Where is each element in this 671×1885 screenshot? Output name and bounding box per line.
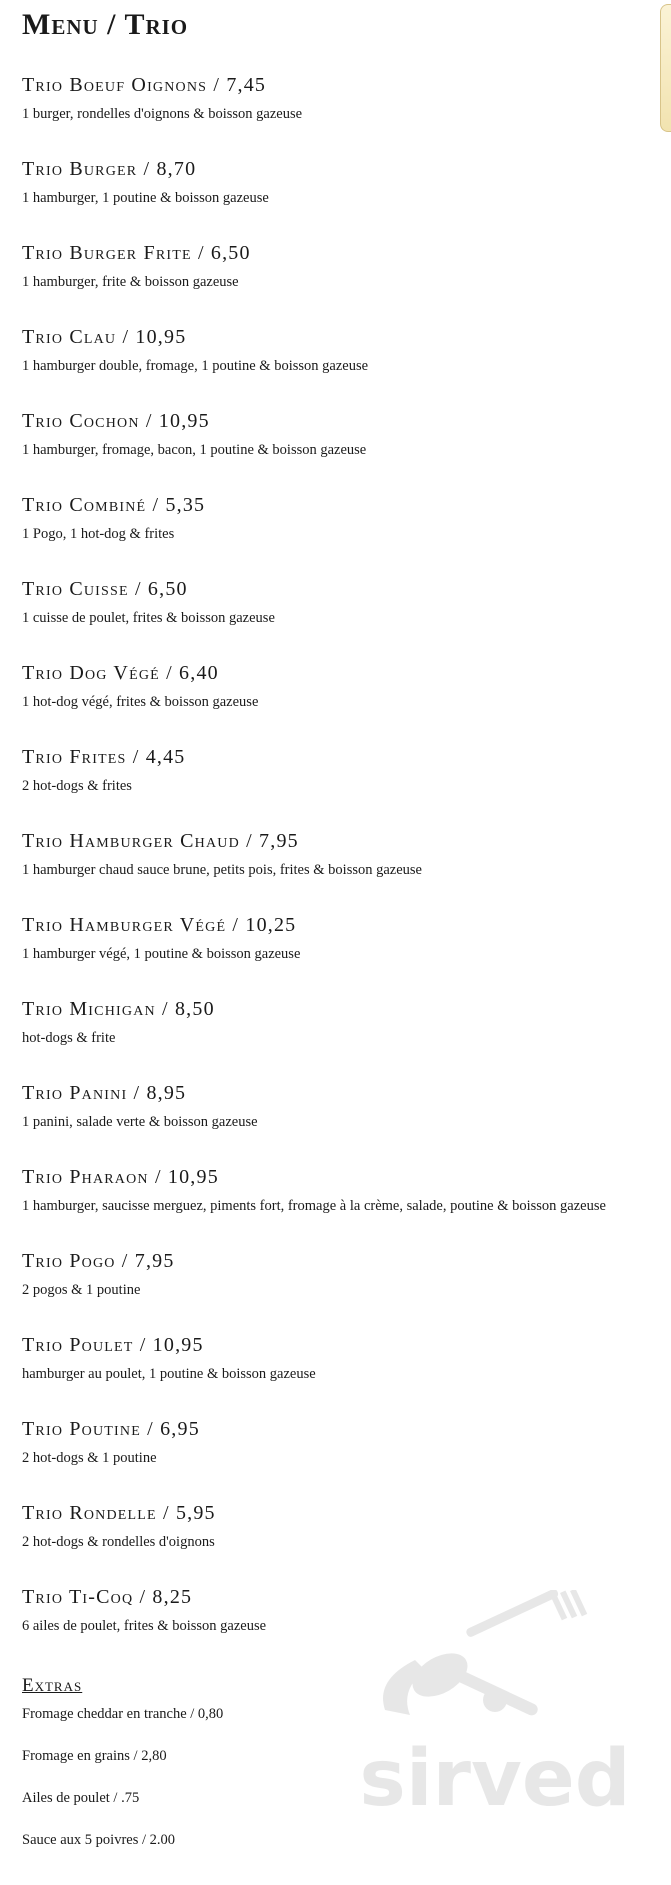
menu-item-name: Trio Hamburger Végé / 10,25 (22, 914, 297, 936)
menu-item-name: Trio Boeuf Oignons / 7,45 (22, 74, 267, 96)
menu-item-name: Trio Rondelle / 5,95 (22, 1502, 216, 1524)
extras-heading: Extras (22, 1675, 83, 1696)
watermark-text: sirved (359, 1734, 631, 1820)
menu-item-description: 1 panini, salade verte & boisson gazeuse (22, 1114, 258, 1130)
menu-item-name: Trio Cuisse / 6,50 (22, 578, 188, 600)
menu-item-name: Trio Pogo / 7,95 (22, 1250, 175, 1272)
menu-item-name: Trio Frites / 4,45 (22, 746, 186, 768)
menu-item (22, 1416, 662, 1500)
menu-item (22, 240, 662, 324)
menu-item-name: Trio Poulet / 10,95 (22, 1334, 204, 1356)
menu-item-name: Trio Pharaon / 10,95 (22, 1166, 219, 1188)
menu-item-name: Trio Burger / 8,70 (22, 158, 197, 180)
menu-item-description: 1 hamburger double, fromage, 1 poutine & boisson gazeuse (22, 358, 369, 374)
extra-item: Sauce aux 5 poivres / 2.00 (22, 1832, 176, 1848)
menu-item-description: 1 cuisse de poulet, frites & boisson gazeuse (22, 610, 275, 626)
menu-item (22, 324, 662, 408)
menu-item-name: Trio Cochon / 10,95 (22, 410, 210, 432)
menu-item-description: 2 hot-dogs & frites (22, 778, 132, 794)
menu-item-description: 2 hot-dogs & 1 poutine (22, 1450, 157, 1466)
menu-item-description: 1 burger, rondelles d'oignons & boisson gazeuse (22, 106, 303, 122)
menu-item (22, 492, 662, 576)
menu-item-list (22, 72, 662, 1668)
menu-item-description: 2 hot-dogs & rondelles d'oignons (22, 1534, 215, 1550)
menu-item (22, 1332, 662, 1416)
menu-item-description: 1 Pogo, 1 hot-dog & frites (22, 526, 175, 542)
menu-item (22, 912, 662, 996)
menu-item-name: Trio Ti-Coq / 8,25 (22, 1586, 193, 1608)
menu-item-name: Trio Panini / 8,95 (22, 1082, 187, 1104)
extra-item: Fromage cheddar en tranche / 0,80 (22, 1706, 224, 1722)
menu-item-name: Trio Combiné / 5,35 (22, 494, 206, 516)
extra-item: Fromage en grains / 2,80 (22, 1748, 167, 1764)
menu-item (22, 1164, 662, 1248)
menu-item-name: Trio Dog Végé / 6,40 (22, 662, 219, 684)
extra-item: Ailes de poulet / .75 (22, 1790, 140, 1806)
menu-item-description: 1 hamburger, saucisse merguez, piments fort, fromage à la crème, salade, poutine & boisson gazeuse (22, 1198, 606, 1214)
menu-item-name: Trio Hamburger Chaud / 7,95 (22, 830, 299, 852)
menu-item-description: 1 hamburger, 1 poutine & boisson gazeuse (22, 190, 269, 206)
sirved-watermark-logo (355, 1590, 635, 1820)
menu-item (22, 1500, 662, 1584)
menu-item (22, 1080, 662, 1164)
menu-item-description: 1 hamburger végé, 1 poutine & boisson gazeuse (22, 946, 301, 962)
menu-item-name: Trio Clau / 10,95 (22, 326, 187, 348)
page-title: Menu / Trio (22, 8, 189, 41)
menu-item-name: Trio Poutine / 6,95 (22, 1418, 200, 1440)
menu-item-description: hamburger au poulet, 1 poutine & boisson gazeuse (22, 1366, 316, 1382)
menu-item-description: 1 hot-dog végé, frites & boisson gazeuse (22, 694, 259, 710)
menu-item (22, 72, 662, 156)
menu-item-description: 1 hamburger, frite & boisson gazeuse (22, 274, 239, 290)
menu-item-name: Trio Burger Frite / 6,50 (22, 242, 251, 264)
menu-item-description: hot-dogs & frite (22, 1030, 116, 1046)
menu-item (22, 660, 662, 744)
menu-item (22, 744, 662, 828)
menu-item-description: 6 ailes de poulet, frites & boisson gazeuse (22, 1618, 267, 1634)
menu-item-description: 1 hamburger, fromage, bacon, 1 poutine & boisson gazeuse (22, 442, 367, 458)
menu-item (22, 576, 662, 660)
menu-item (22, 1248, 662, 1332)
menu-item (22, 828, 662, 912)
menu-item (22, 996, 662, 1080)
menu-item (22, 408, 662, 492)
menu-item-description: 2 pogos & 1 poutine (22, 1282, 141, 1298)
fork-spoon-icon (355, 1590, 635, 1820)
menu-item-name: Trio Michigan / 8,50 (22, 998, 215, 1020)
menu-item (22, 156, 662, 240)
menu-item-description: 1 hamburger chaud sauce brune, petits pois, frites & boisson gazeuse (22, 862, 422, 878)
